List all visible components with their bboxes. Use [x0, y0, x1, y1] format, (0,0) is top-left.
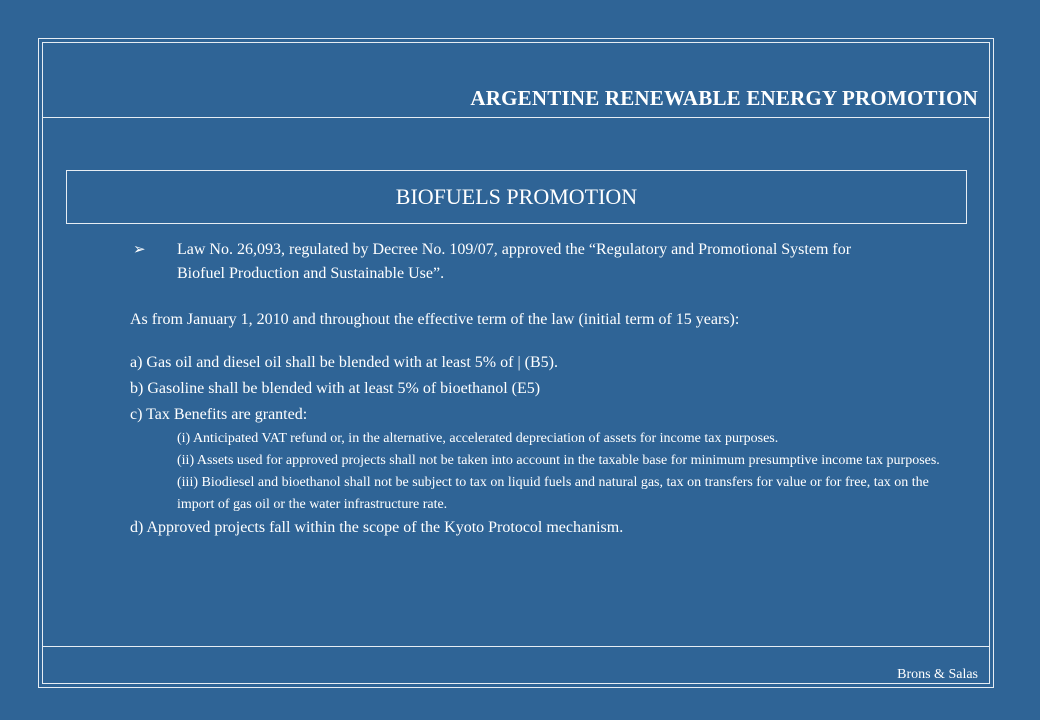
list-item-a: a) Gas oil and diesel oil shall be blended with at least 5% of | (B5).	[130, 354, 558, 371]
slide-header-title: ARGENTINE RENEWABLE ENERGY PROMOTION	[470, 86, 978, 110]
footer-divider	[42, 646, 990, 647]
section-title-box	[66, 170, 967, 224]
tax-benefit-item-iii: (iii) Biodiesel and bioethanol shall not be subject to tax on liquid fuels and natural gas, tax on transfers for value or for free, tax on the import of gas oil or the water infrastructure rate.	[177, 475, 929, 512]
list-item-d: d) Approved projects fall within the scope of the Kyoto Protocol mechanism.	[130, 519, 624, 536]
intro-paragraph: As from January 1, 2010 and throughout the effective term of the law (initial term of 15 years):	[130, 311, 740, 328]
footer-credit: Brons & Salas	[897, 667, 978, 682]
tax-benefits-list	[130, 428, 970, 516]
list-item-c: c) Tax Benefits are granted:	[130, 406, 308, 423]
law-bullet-text: Law No. 26,093, regulated by Decree No. 109/07, approved the “Regulatory and Promotional System for Biofuel Production and Sustainable Use”.	[177, 241, 852, 282]
list-item-b: b) Gasoline shall be blended with at least 5% of bioethanol (E5)	[130, 380, 541, 397]
slide-content	[130, 238, 970, 540]
section-title: BIOFUELS PROMOTION	[395, 184, 638, 209]
arrow-bullet-icon: ➢	[133, 242, 146, 258]
tax-benefit-item-i: (i) Anticipated VAT refund or, in the alternative, accelerated depreciation of assets for income tax purposes.	[177, 431, 779, 446]
header-divider	[42, 117, 990, 118]
law-bullet	[130, 238, 970, 286]
tax-benefit-item-ii: (ii) Assets used for approved projects shall not be taken into account in the taxable base for minimum presumptive income tax purposes.	[177, 453, 940, 468]
